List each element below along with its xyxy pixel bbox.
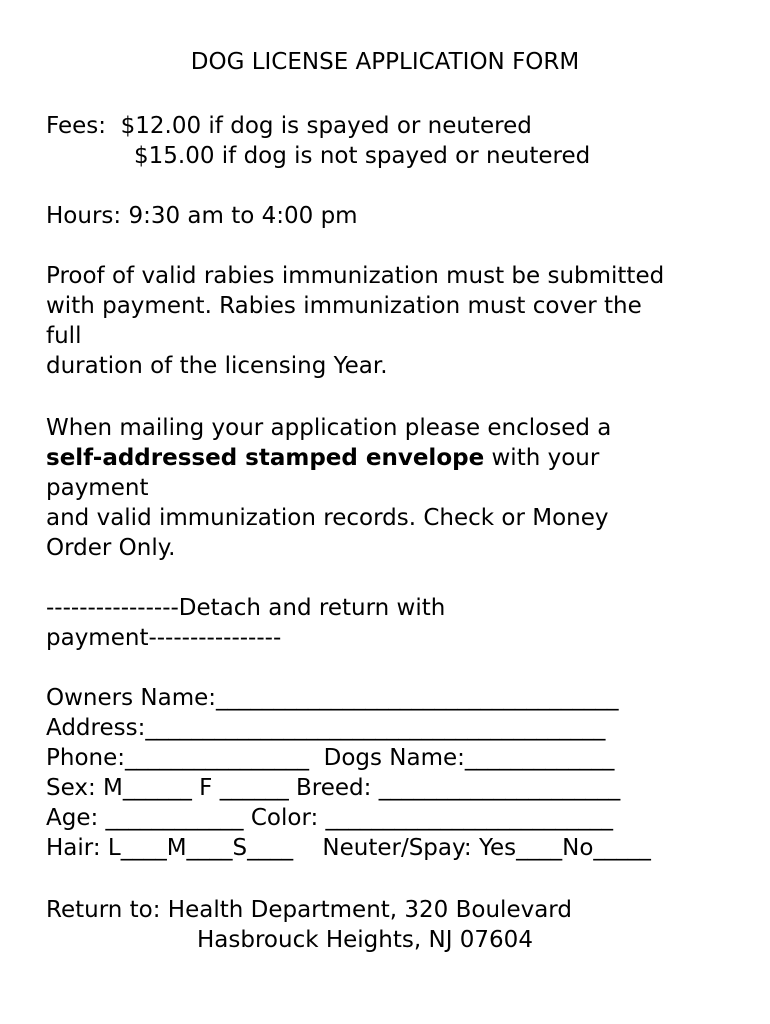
mailing-line-4: and valid immunization records. Check or Money bbox=[46, 505, 609, 531]
mailing-line-1: When mailing your application please enclosed a bbox=[46, 415, 612, 441]
return-to-line-1: Return to: Health Department, 320 Boulevard bbox=[46, 897, 572, 923]
return-to-line-2: Hasbrouck Heights, NJ 07604 bbox=[197, 927, 533, 953]
mailing-line-5: Order Only. bbox=[46, 535, 176, 561]
rabies-line-1: Proof of valid rabies immunization must be submitted bbox=[46, 263, 665, 289]
address-field: Address:________________________________________ bbox=[46, 715, 606, 741]
mailing-line-2-rest: with your bbox=[484, 445, 600, 471]
rabies-line-3: full bbox=[46, 323, 82, 349]
sex-breed-field: Sex: M______ F ______ Breed: _____________________ bbox=[46, 775, 621, 801]
detach-line-1: ----------------Detach and return with bbox=[46, 595, 446, 621]
fees-line-1: Fees: $12.00 if dog is spayed or neutered bbox=[46, 113, 532, 139]
mailing-line-2 bbox=[46, 443, 599, 473]
mailing-line-3: payment bbox=[46, 475, 149, 501]
hours-text: Hours: 9:30 am to 4:00 pm bbox=[46, 203, 358, 229]
form-title: DOG LICENSE APPLICATION FORM bbox=[190, 49, 580, 75]
rabies-line-4: duration of the licensing Year. bbox=[46, 353, 388, 379]
hair-neuter-field: Hair: L____M____S____ Neuter/Spay: Yes____No_____ bbox=[46, 835, 651, 861]
detach-line-2: payment---------------- bbox=[46, 625, 282, 651]
owner-name-field: Owners Name:___________________________________ bbox=[46, 685, 619, 711]
rabies-line-2: with payment. Rabies immunization must cover the bbox=[46, 293, 642, 319]
fees-line-2: $15.00 if dog is not spayed or neutered bbox=[134, 143, 591, 169]
phone-dogname-field: Phone:________________ Dogs Name:_____________ bbox=[46, 745, 615, 771]
envelope-emphasis: self-addressed stamped envelope bbox=[46, 445, 485, 471]
age-color-field: Age: ____________ Color: _________________________ bbox=[46, 805, 614, 831]
